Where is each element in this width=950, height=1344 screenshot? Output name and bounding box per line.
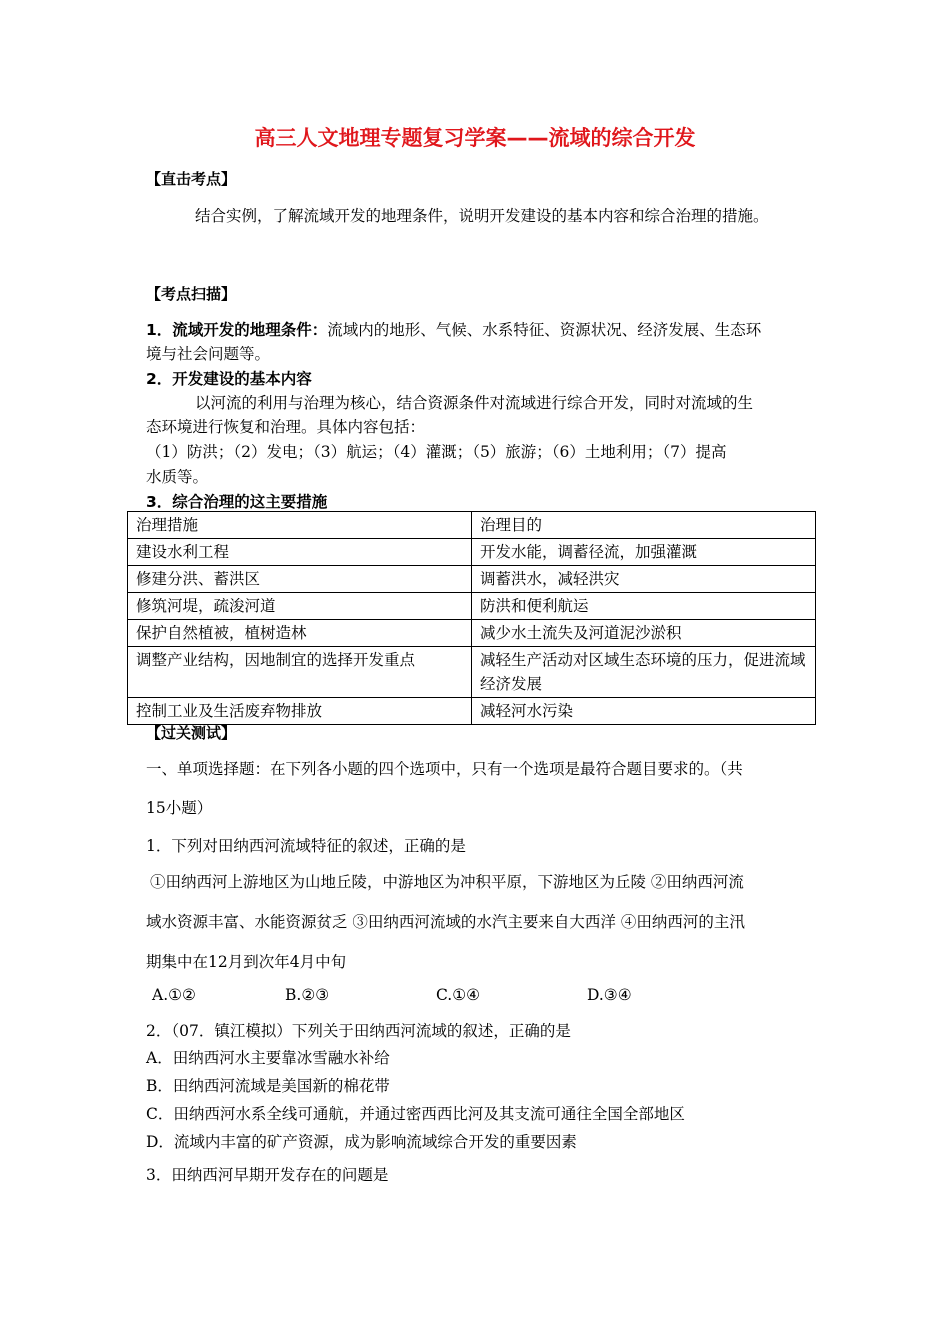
question-1-option-c: C.①④ (436, 986, 481, 1004)
table-row (128, 593, 816, 620)
page-title: 高三人文地理专题复习学案——流域的综合开发 (254, 126, 696, 150)
question-1-line-2: 域水资源丰富、水能资源贫乏 ③田纳西河流域的水汽主要来自大西洋 ④田纳西河的主汛 (146, 913, 745, 931)
table-cell: 控制工业及生活废弃物排放 (128, 698, 472, 725)
question-1-option-b: B.②③ (285, 986, 330, 1004)
table-row (128, 566, 816, 593)
paragraph-1-label: 1．流域开发的地理条件： (146, 321, 328, 339)
paragraph-2-line-3: （1）防洪；（2）发电；（3）航运；（4）灌溉；（5）旅游；（6）土地利用；（7）提高 (146, 443, 727, 461)
paragraph-1-line-1 (146, 318, 761, 340)
question-3-stem: 3．田纳西河早期开发存在的问题是 (146, 1166, 389, 1184)
test-intro-line-1: 一、单项选择题：在下列各小题的四个选项中，只有一个选项是最符合题目要求的。（共 (146, 760, 743, 778)
table-cell: 保护自然植被，植树造林 (128, 620, 472, 647)
section-heading-test: 【过关测试】 (146, 724, 237, 742)
question-1-stem: 1．下列对田纳西河流域特征的叙述，正确的是 (146, 837, 466, 855)
paragraph-3-label: 3．综合治理的这主要措施 (146, 493, 328, 511)
question-1-option-d: D.③④ (587, 986, 632, 1004)
paragraph-1-line-2: 境与社会问题等。 (146, 345, 271, 363)
question-2-stem: 2．（07．镇江模拟）下列关于田纳西河流域的叙述，正确的是 (146, 1022, 571, 1040)
table-cell: 修筑河堤，疏浚河道 (128, 593, 472, 620)
table-cell: 修建分洪、蓄洪区 (128, 566, 472, 593)
table-cell: 减轻生产活动对区域生态环境的压力，促进流域经济发展 (472, 647, 816, 698)
table-header-cell: 治理措施 (128, 512, 472, 539)
key-points-text: 结合实例，了解流域开发的地理条件，说明开发建设的基本内容和综合治理的措施。 (195, 207, 769, 225)
table-cell: 减轻河水污染 (472, 698, 816, 725)
question-2-option-b: B．田纳西河流域是美国新的棉花带 (146, 1077, 390, 1095)
paragraph-2-line-2: 态环境进行恢复和治理。具体内容包括： (146, 418, 426, 436)
question-2-option-d: D．流域内丰富的矿产资源，成为影响流域综合开发的重要因素 (146, 1133, 577, 1151)
table-row (128, 539, 816, 566)
section-heading-scan: 【考点扫描】 (146, 285, 237, 303)
test-intro-line-2: 15小题） (146, 799, 213, 817)
question-2-option-c: C．田纳西河水系全线可通航，并通过密西西比河及其支流可通往全国全部地区 (146, 1105, 685, 1123)
paragraph-2-line-4: 水质等。 (146, 468, 209, 486)
table-cell: 调整产业结构，因地制宜的选择开发重点 (128, 647, 472, 698)
measures-table (127, 511, 816, 725)
question-1-line-3: 期集中在12月到次年4月中旬 (146, 953, 347, 971)
table-row (128, 620, 816, 647)
table-cell: 减少水土流失及河道泥沙淤积 (472, 620, 816, 647)
question-2-option-a: A．田纳西河水主要靠冰雪融水补给 (146, 1049, 390, 1067)
question-1-option-a: A.①② (152, 986, 196, 1004)
table-cell: 调蓄洪水，减轻洪灾 (472, 566, 816, 593)
table-cell: 开发水能，调蓄径流，加强灌溉 (472, 539, 816, 566)
table-header-cell: 治理目的 (472, 512, 816, 539)
question-1-line-1: ①田纳西河上游地区为山地丘陵，中游地区为冲积平原，下游地区为丘陵 ②田纳西河流 (150, 873, 744, 891)
paragraph-1-text: 流域内的地形、气候、水系特征、资源状况、经济发展、生态环 (327, 321, 762, 339)
table-cell: 防洪和便利航运 (472, 593, 816, 620)
table-row (128, 698, 816, 725)
section-heading-key-points: 【直击考点】 (146, 170, 237, 188)
paragraph-2-line-1: 以河流的利用与治理为核心，结合资源条件对流域进行综合开发，同时对流域的生 (195, 394, 754, 412)
table-cell: 建设水利工程 (128, 539, 472, 566)
table-row (128, 647, 816, 698)
paragraph-2-label: 2．开发建设的基本内容 (146, 370, 312, 388)
table-header-row (128, 512, 816, 539)
